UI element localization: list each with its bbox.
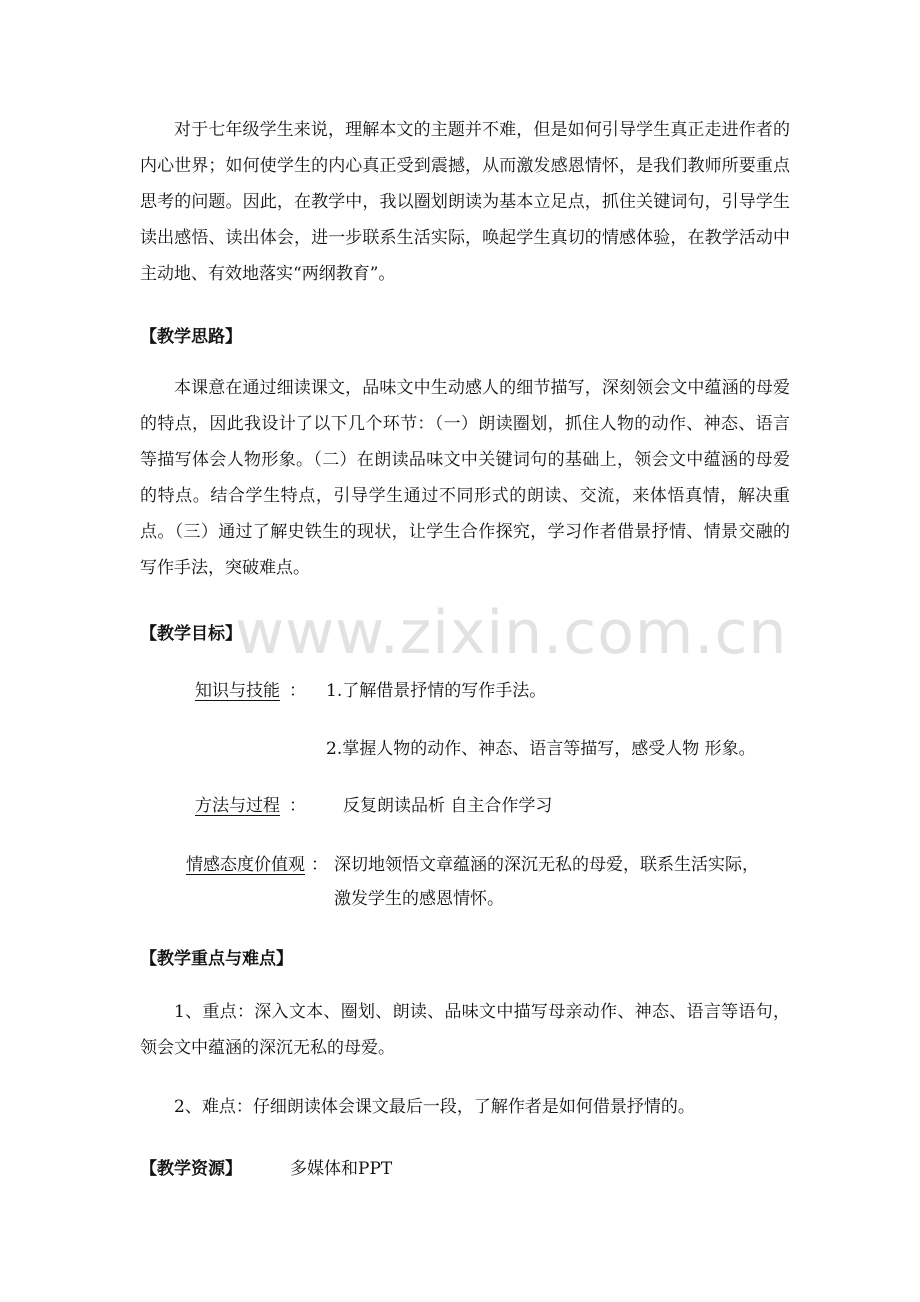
resources-text: 多媒体和PPT: [290, 1159, 393, 1179]
knowledge-item-1: 1.了解借景抒情的写作手法。: [326, 681, 547, 701]
emotion-values-label: 情感态度价值观: [186, 855, 305, 875]
intro-paragraph: 对于七年级学生来说，理解本文的主题并不难，但是如何引导学生真正走进作者的内心世界；如何使学生的内心真正受到震撼，从而激发感恩情怀，是我们教师所要重点思考的问题。因此，在教学中，我以圈划朗读为基本立足点，抓住关键词句，引导学生读出感悟、读出体会，进一步联系生活实际，唤起学生真切的情感体验，在教学活动中主动地、有效地落实“两纲教育”。: [140, 120, 790, 284]
method-process-colon: ：: [289, 796, 306, 816]
approach-heading: 【教学思路】: [140, 327, 242, 347]
approach-paragraph: 本课意在通过细读课文，品味文中生动感人的细节描写，深刻领会文中蕴涵的母爱的特点，因此我设计了以下几个环节：（一）朗读圈划，抓住人物的动作、神态、语言等描写体会人物形象。（二）在朗读品味文中关键词句的基础上，领会文中蕴涵的母爱的特点。结合学生特点，引导学生通过不同形式的朗读、交流，来体悟真情，解决重点。（三）通过了解史铁生的现状，让学生合作探究，学习作者借景抒情、情景交融的写作手法，突破难点。: [140, 378, 790, 578]
knowledge-item-2: 2.掌握人物的动作、神态、语言等描写，感受人物 形象。: [326, 739, 756, 759]
knowledge-skills-label: 知识与技能: [195, 681, 280, 701]
method-process-text: 反复朗读品析 自主合作学习: [343, 796, 553, 816]
method-process-label: 方法与过程: [195, 796, 280, 816]
knowledge-skills-colon: ：: [289, 681, 306, 701]
emotion-values-line-1: 深切地领悟文章蕴涵的深沉无私的母爱，联系生活实际，: [334, 855, 759, 875]
key-point-paragraph: 1、重点：深入文本、圈划、朗读、品味文中描写母亲动作、神态、语言等语句，领会文中蕴涵的深沉无私的母爱。: [140, 1002, 790, 1058]
emotion-values-colon: ：: [311, 855, 328, 875]
resources-heading: 【教学资源】: [140, 1159, 242, 1179]
difficulty-paragraph: 2、难点：仔细朗读体会课文最后一段，了解作者是如何借景抒情的。: [174, 1097, 695, 1117]
watermark-text: www.zixin.com.cn: [235, 598, 788, 668]
focus-heading: 【教学重点与难点】: [140, 949, 293, 969]
emotion-values-line-2: 激发学生的感恩情怀。: [334, 889, 504, 909]
goals-heading: 【教学目标】: [140, 624, 242, 644]
